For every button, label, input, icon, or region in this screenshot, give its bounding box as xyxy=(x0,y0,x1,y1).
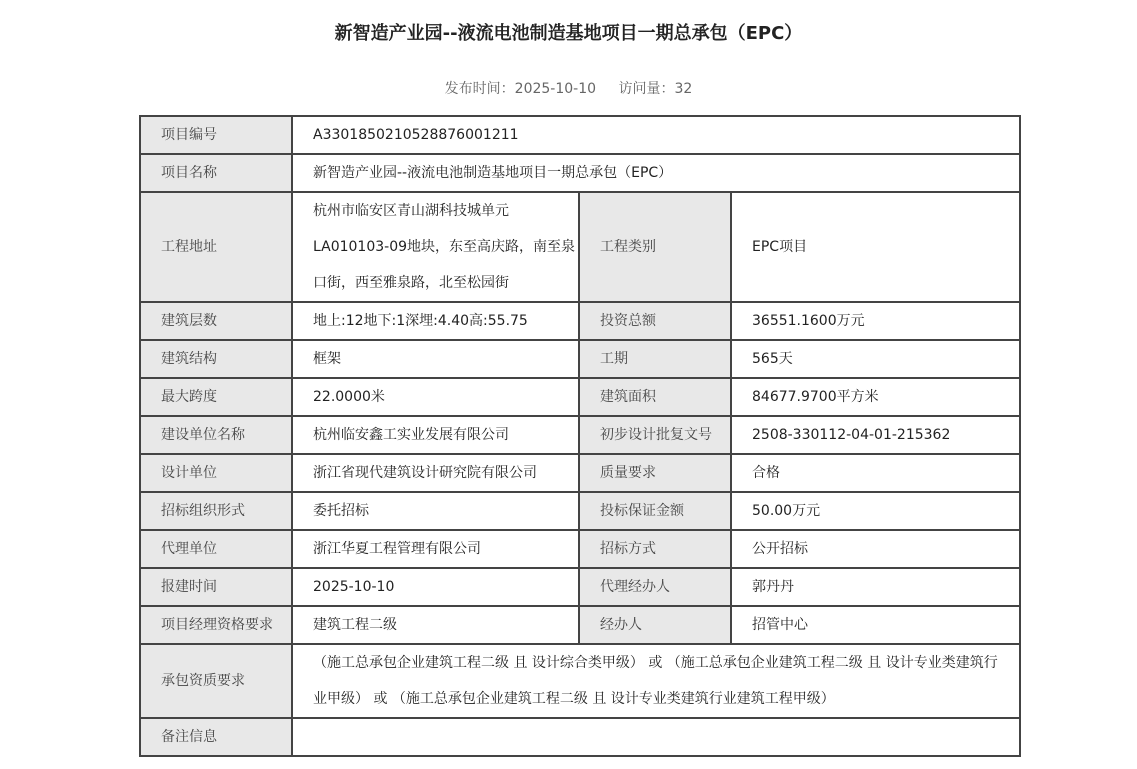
project-no-value: A3301850210528876001211 xyxy=(292,116,1020,154)
approval-value: 2508-330112-04-01-215362 xyxy=(731,416,1020,454)
page-title: 新智造产业园--液流电池制造基地项目一期总承包（EPC） xyxy=(334,23,803,44)
report-time-value: 2025-10-10 xyxy=(292,568,579,606)
project-info-table xyxy=(139,115,1021,757)
category-value: EPC项目 xyxy=(731,192,1020,302)
table-row xyxy=(140,116,1020,154)
project-no-label: 项目编号 xyxy=(140,116,292,154)
visit-count: 访问量：32 xyxy=(618,81,693,97)
area-label: 建筑面积 xyxy=(579,378,731,416)
table-row xyxy=(140,154,1020,192)
contractor-req-label: 承包资质要求 xyxy=(140,644,292,718)
quality-label: 质量要求 xyxy=(579,454,731,492)
quality-value: 合格 xyxy=(731,454,1020,492)
table-row xyxy=(140,530,1020,568)
designer-label: 设计单位 xyxy=(140,454,292,492)
publish-time: 发布时间：2025-10-10 xyxy=(444,81,597,97)
meta-info xyxy=(0,78,1137,100)
table-row xyxy=(140,454,1020,492)
table-row xyxy=(140,416,1020,454)
address-label: 工程地址 xyxy=(140,192,292,302)
project-name-value: 新智造产业园--液流电池制造基地项目一期总承包（EPC） xyxy=(292,154,1020,192)
designer-value: 浙江省现代建筑设计研究院有限公司 xyxy=(292,454,579,492)
remarks-value xyxy=(292,718,1020,756)
floors-value: 地上:12地下:1深埋:4.40高:55.75 xyxy=(292,302,579,340)
floors-label: 建筑层数 xyxy=(140,302,292,340)
remarks-label: 备注信息 xyxy=(140,718,292,756)
table-row xyxy=(140,718,1020,756)
table-row xyxy=(140,192,1020,302)
structure-label: 建筑结构 xyxy=(140,340,292,378)
builder-value: 杭州临安鑫工实业发展有限公司 xyxy=(292,416,579,454)
table-row xyxy=(140,492,1020,530)
address-value: 杭州市临安区青山湖科技城单元LA010103-09地块，东至高庆路，南至泉口街，西至雅泉路，北至松园街 xyxy=(292,192,579,302)
org-form-label: 招标组织形式 xyxy=(140,492,292,530)
org-form-value: 委托招标 xyxy=(292,492,579,530)
table-row xyxy=(140,378,1020,416)
deposit-value: 50.00万元 xyxy=(731,492,1020,530)
table-row xyxy=(140,302,1020,340)
table-row xyxy=(140,644,1020,718)
report-time-label: 报建时间 xyxy=(140,568,292,606)
period-value: 565天 xyxy=(731,340,1020,378)
span-label: 最大跨度 xyxy=(140,378,292,416)
agent-handler-value: 郭丹丹 xyxy=(731,568,1020,606)
agent-value: 浙江华夏工程管理有限公司 xyxy=(292,530,579,568)
contractor-req-value: （施工总承包企业建筑工程二级 且 设计综合类甲级） 或 （施工总承包企业建筑工程二级 且 设计专业类建筑行业甲级） 或 （施工总承包企业建筑工程二级 且 设计专业类建筑行业建筑工程甲级） xyxy=(292,644,1020,718)
project-name-label: 项目名称 xyxy=(140,154,292,192)
period-label: 工期 xyxy=(579,340,731,378)
handler-label: 经办人 xyxy=(579,606,731,644)
approval-label: 初步设计批复文号 xyxy=(579,416,731,454)
table-row xyxy=(140,568,1020,606)
builder-label: 建设单位名称 xyxy=(140,416,292,454)
pm-req-value: 建筑工程二级 xyxy=(292,606,579,644)
investment-label: 投资总额 xyxy=(579,302,731,340)
investment-value: 36551.1600万元 xyxy=(731,302,1020,340)
table-row xyxy=(140,606,1020,644)
span-value: 22.0000米 xyxy=(292,378,579,416)
bid-method-label: 招标方式 xyxy=(579,530,731,568)
agent-label: 代理单位 xyxy=(140,530,292,568)
bid-method-value: 公开招标 xyxy=(731,530,1020,568)
table-row xyxy=(140,340,1020,378)
pm-req-label: 项目经理资格要求 xyxy=(140,606,292,644)
structure-value: 框架 xyxy=(292,340,579,378)
agent-handler-label: 代理经办人 xyxy=(579,568,731,606)
handler-value: 招管中心 xyxy=(731,606,1020,644)
deposit-label: 投标保证金额 xyxy=(579,492,731,530)
category-label: 工程类别 xyxy=(579,192,731,302)
area-value: 84677.9700平方米 xyxy=(731,378,1020,416)
